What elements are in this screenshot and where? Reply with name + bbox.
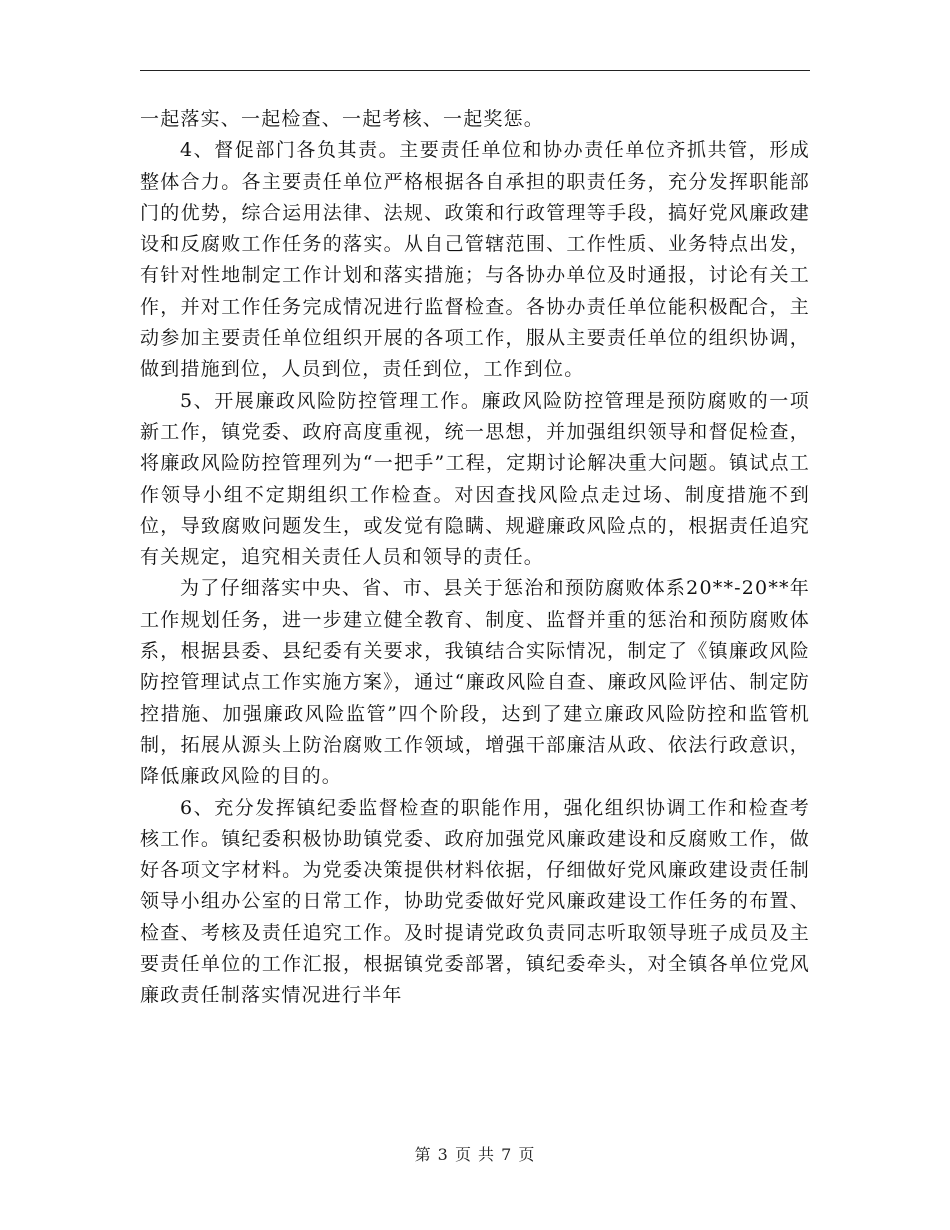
header-rule bbox=[140, 70, 810, 71]
page-number-footer: 第 3 页 共 7 页 bbox=[414, 1145, 536, 1164]
paragraph-plan: 为了仔细落实中央、省、市、县关于惩治和预防腐败体系20**-20**年工作规划任务，进一步建立健全教育、制度、监督并重的惩治和预防腐败体系，根据县委、县纪委有关要求，我镇结合实际情况，制定了《镇廉政风险防控管理试点工作实施方案》，通过“廉政风险自查、廉政风险评估、制定防控措施、加强廉政风险监管”四个阶段，达到了建立廉政风险防控和监管机制，拓展从源头上防治腐败工作领域，增强干部廉洁从政、依法行政意识，降低廉政风险的目的。 bbox=[140, 577, 810, 788]
paragraph-item-4: 4、督促部门各负其责。主要责任单位和协办责任单位齐抓共管，形成整体合力。各主要责任单位严格根据各自承担的职责任务，充分发挥职能部门的优势，综合运用法律、法规、政策和行政管理等手段，搞好党风廉政建设和反腐败工作任务的落实。从自己管辖范围、工作性质、业务特点出发，有针对性地制定工作计划和落实措施；与各协办单位及时通报，讨论有关工作，并对工作任务完成情况进行监督检查。各协办责任单位能积极配合，主动参加主要责任单位组织开展的各项工作，服从主要责任单位的组织协调，做到措施到位，人员到位，责任到位，工作到位。 bbox=[140, 139, 810, 381]
paragraph-item-6: 6、充分发挥镇纪委监督检查的职能作用，强化组织协调工作和检查考核工作。镇纪委积极协助镇党委、政府加强党风廉政建设和反腐败工作，做好各项文字材料。为党委决策提供材料依据，仔细做好党风廉政建设责任制领导小组办公室的日常工作，协助党委做好党风廉政建设工作任务的布置、检查、考核及责任追究工作。及时提请党政负责同志听取领导班子成员及主要责任单位的工作汇报，根据镇党委部署，镇纪委牵头，对全镇各单位党风廉政责任制落实情况进行半年 bbox=[140, 796, 810, 1007]
document-body bbox=[140, 104, 810, 1012]
paragraph-item-5: 5、开展廉政风险防控管理工作。廉政风险防控管理是预防腐败的一项新工作，镇党委、政府高度重视，统一思想，并加强组织领导和督促检查，将廉政风险防控管理列为“一把手”工程，定期讨论解决重大问题。镇试点工作领导小组不定期组织工作检查。对因查找风险点走过场、制度措施不到位，导致腐败问题发生，或发觉有隐瞒、规避廉政风险点的，根据责任追究有关规定，追究相关责任人员和领导的责任。 bbox=[140, 389, 810, 569]
paragraph-continuation: 一起落实、一起检查、一起考核、一起奖惩。 bbox=[140, 108, 545, 130]
